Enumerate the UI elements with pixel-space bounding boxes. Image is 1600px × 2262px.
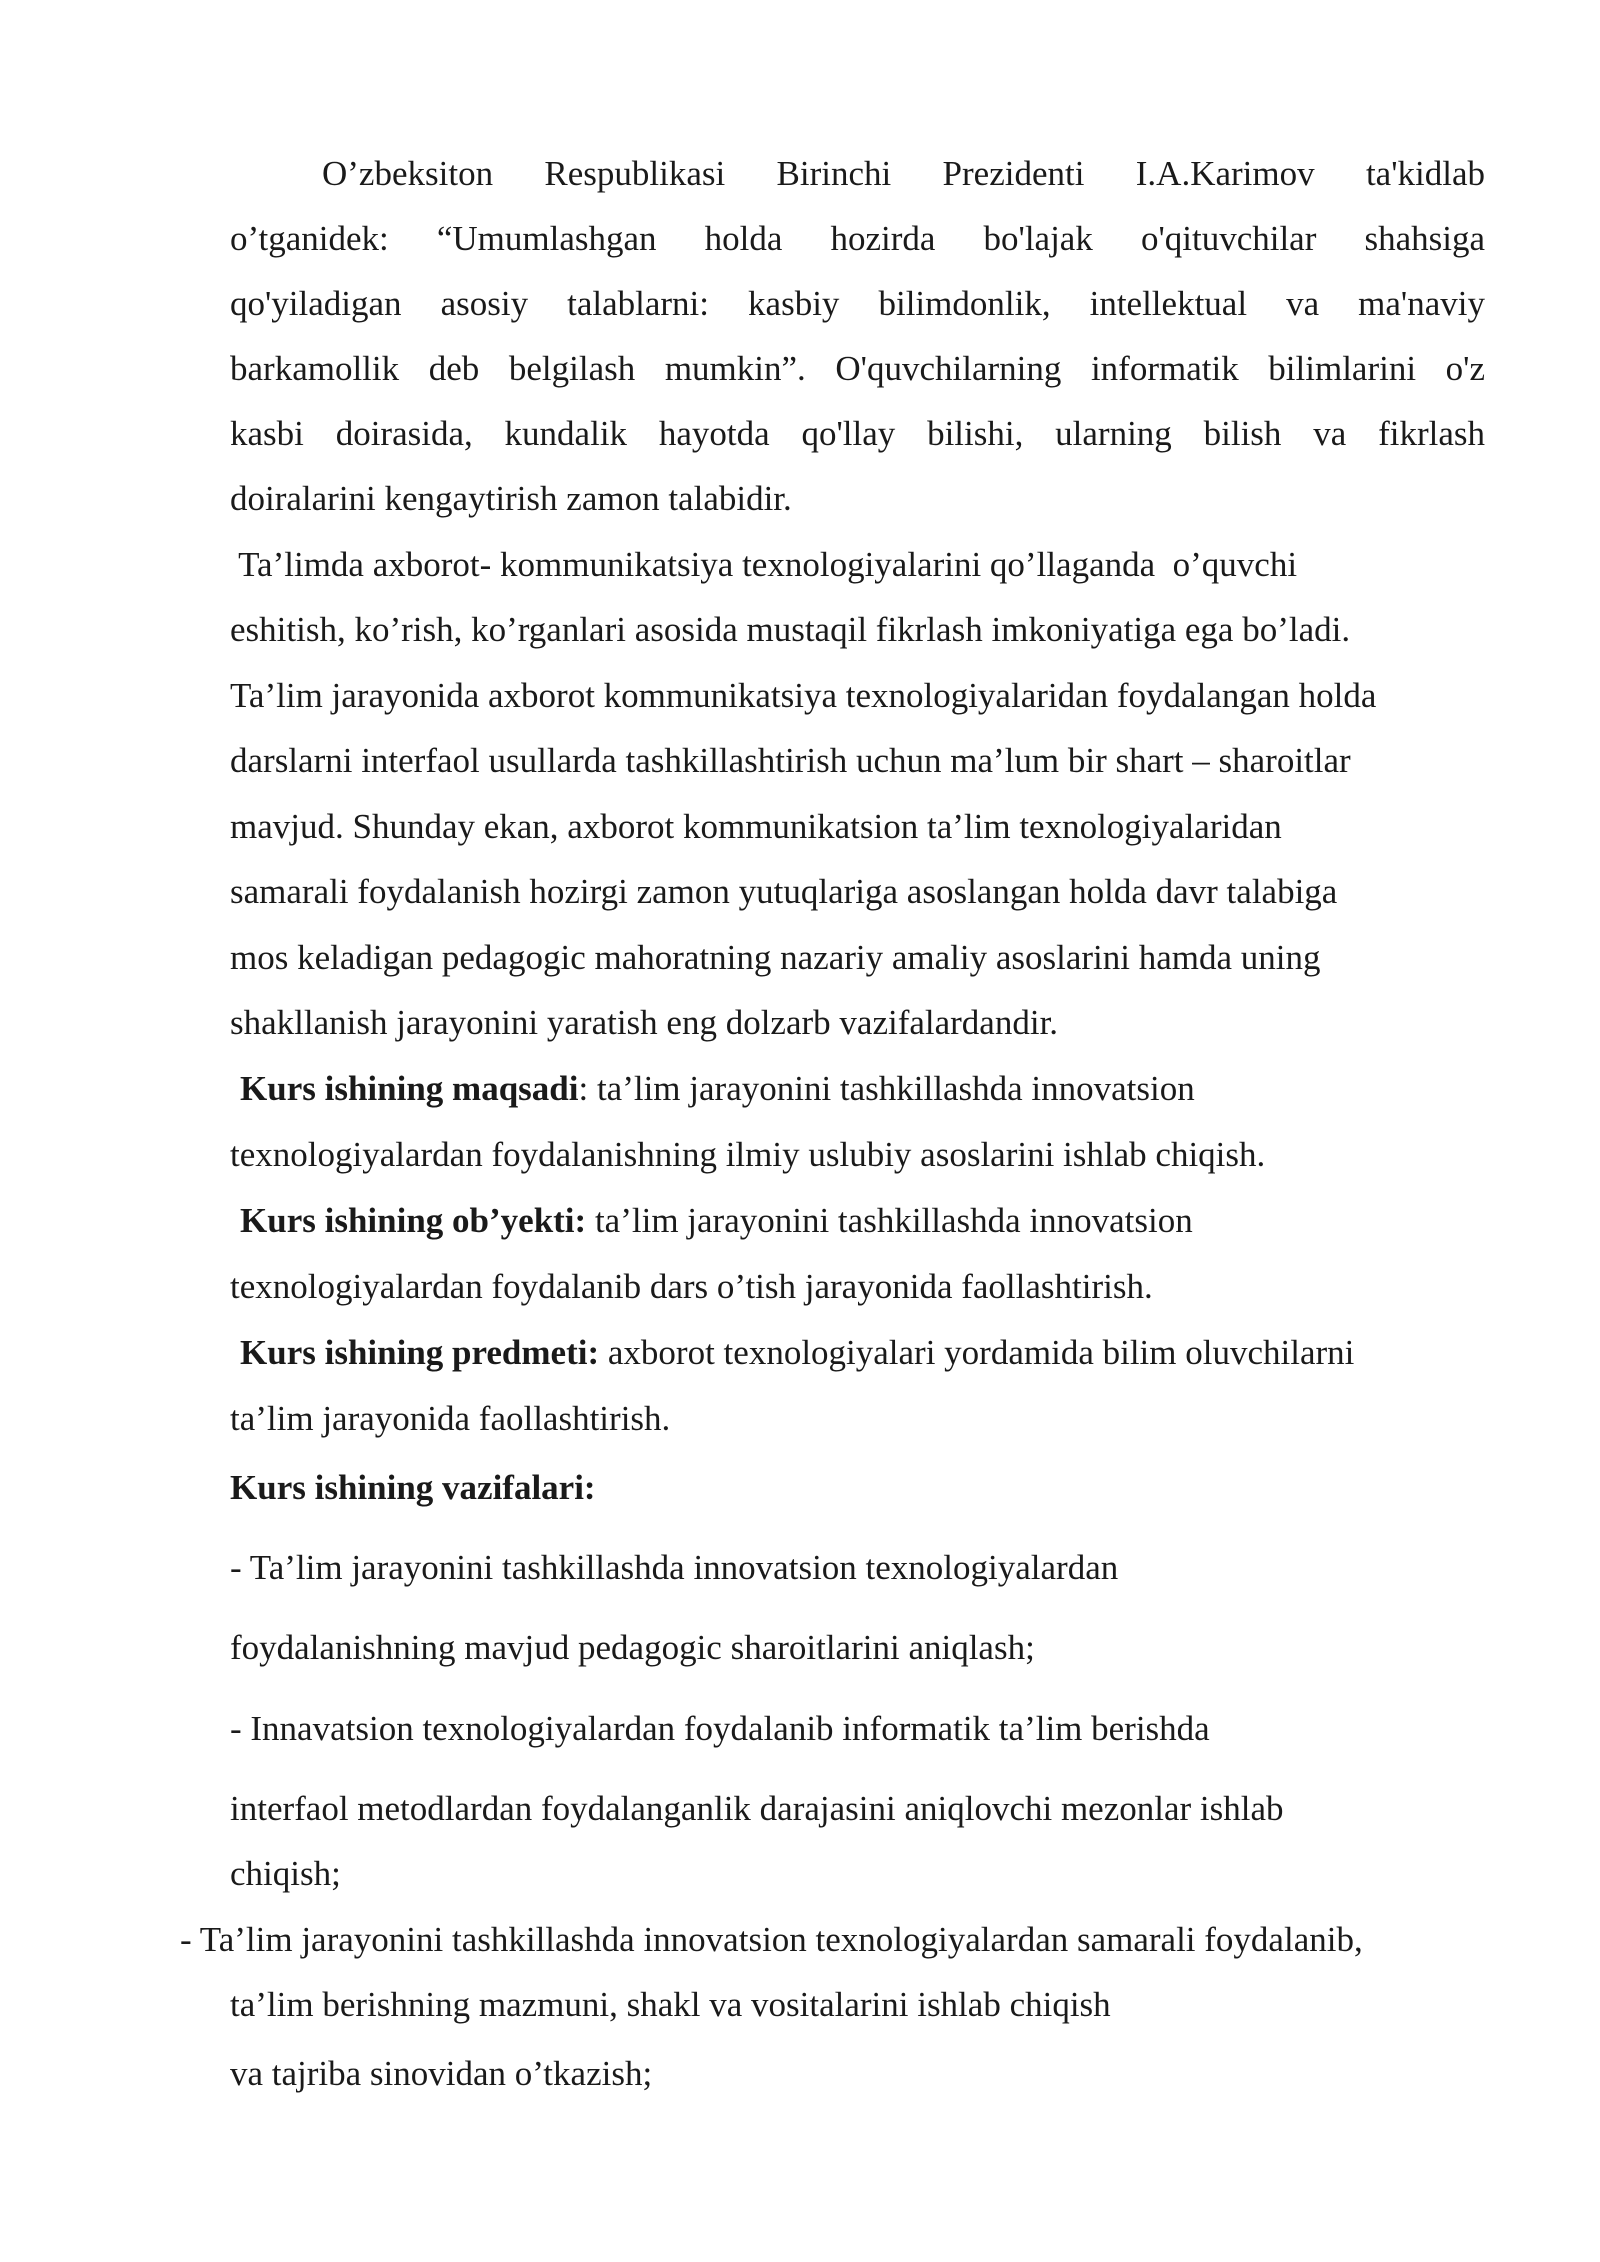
tasks-heading: Kurs ishining vazifalari:	[230, 1468, 596, 1507]
text-line: ta’lim jarayonida faollashtirish.	[230, 1399, 671, 1438]
goal-text: : ta’lim jarayonini tashkillashda innovatsion	[578, 1069, 1195, 1108]
text-line: eshitish, ko’rish, ko’rganlari asosida mustaqil fikrlash imkoniyatiga ega bo’ladi.	[230, 610, 1351, 649]
text-line: mos keladigan pedagogic mahoratning nazariy amaliy asoslarini hamda uning	[230, 938, 1321, 977]
text-line: texnologiyalardan foydalanishning ilmiy uslubiy asoslarini ishlab chiqish.	[230, 1135, 1266, 1174]
text-line: darslarni interfaol usullarda tashkillashtirish uchun ma’lum bir shart – sharoitlar	[230, 741, 1351, 780]
text-line: shakllanish jarayonini yaratish eng dolzarb vazifalardandir.	[230, 1003, 1059, 1042]
text-line	[240, 1067, 1195, 1111]
task-item-line: ta’lim berishning mazmuni, shakl va vositalarini ishlab chiqish	[230, 1985, 1111, 2024]
text-line: barkamollik deb belgilash mumkin”. O'quvchilarning informatik bilimlarini o'z	[230, 349, 1485, 388]
task-item-line: - Innavatsion texnologiyalardan foydalanib informatik ta’lim berishda	[230, 1709, 1210, 1748]
text-line: doiralarini kengaytirish zamon talabidir.	[230, 479, 792, 518]
text-line: Ta’limda axborot- kommunikatsiya texnologiyalarini qo’llaganda o’quvchi	[230, 545, 1298, 584]
text-line: texnologiyalardan foydalanib dars o’tish jarayonida faollashtirish.	[230, 1267, 1153, 1306]
task-item-line: interfaol metodlardan foydalanganlik darajasini aniqlovchi mezonlar ishlab	[230, 1789, 1284, 1828]
task-item-line: foydalanishning mavjud pedagogic sharoitlarini aniqlash;	[230, 1628, 1035, 1667]
text-line: Ta’lim jarayonida axborot kommunikatsiya texnologiyalaridan foydalangan holda	[230, 676, 1377, 715]
goal-label: Kurs ishining maqsadi	[240, 1069, 579, 1108]
text-line	[240, 1331, 1354, 1375]
text-line: O’zbeksiton Respublikasi Birinchi Prezidenti I.A.Karimov ta'kidlab	[322, 154, 1485, 193]
text-line: qo'yiladigan asosiy talablarni: kasbiy bilimdonlik, intellektual va ma'naviy	[230, 284, 1485, 323]
object-text: ta’lim jarayonini tashkillashda innovatsion	[586, 1201, 1193, 1240]
task-item-line: - Ta’lim jarayonini tashkillashda innovatsion texnologiyalardan	[230, 1548, 1119, 1587]
text-line: kasbi doirasida, kundalik hayotda qo'llay bilishi, ularning bilish va fikrlash	[230, 414, 1485, 453]
task-item-line: chiqish;	[230, 1854, 341, 1893]
subject-text: axborot texnologiyalari yordamida bilim oluvchilarni	[599, 1333, 1355, 1372]
subject-label: Kurs ishining predmeti:	[240, 1333, 600, 1372]
text-line: samarali foydalanish hozirgi zamon yutuqlariga asoslangan holda davr talabiga	[230, 872, 1338, 911]
text-line: o’tganidek: “Umumlashgan holda hozirda bo'lajak o'qituvchilar shahsiga	[230, 219, 1485, 258]
text-line: mavjud. Shunday ekan, axborot kommunikatsion ta’lim texnologiyalaridan	[230, 807, 1282, 846]
text-line	[240, 1199, 1193, 1243]
task-item-line: - Ta’lim jarayonini tashkillashda innovatsion texnologiyalardan samarali foydalanib,	[180, 1920, 1363, 1959]
object-label: Kurs ishining ob’yekti:	[240, 1201, 587, 1240]
task-item-line: va tajriba sinovidan o’tkazish;	[230, 2054, 653, 2093]
